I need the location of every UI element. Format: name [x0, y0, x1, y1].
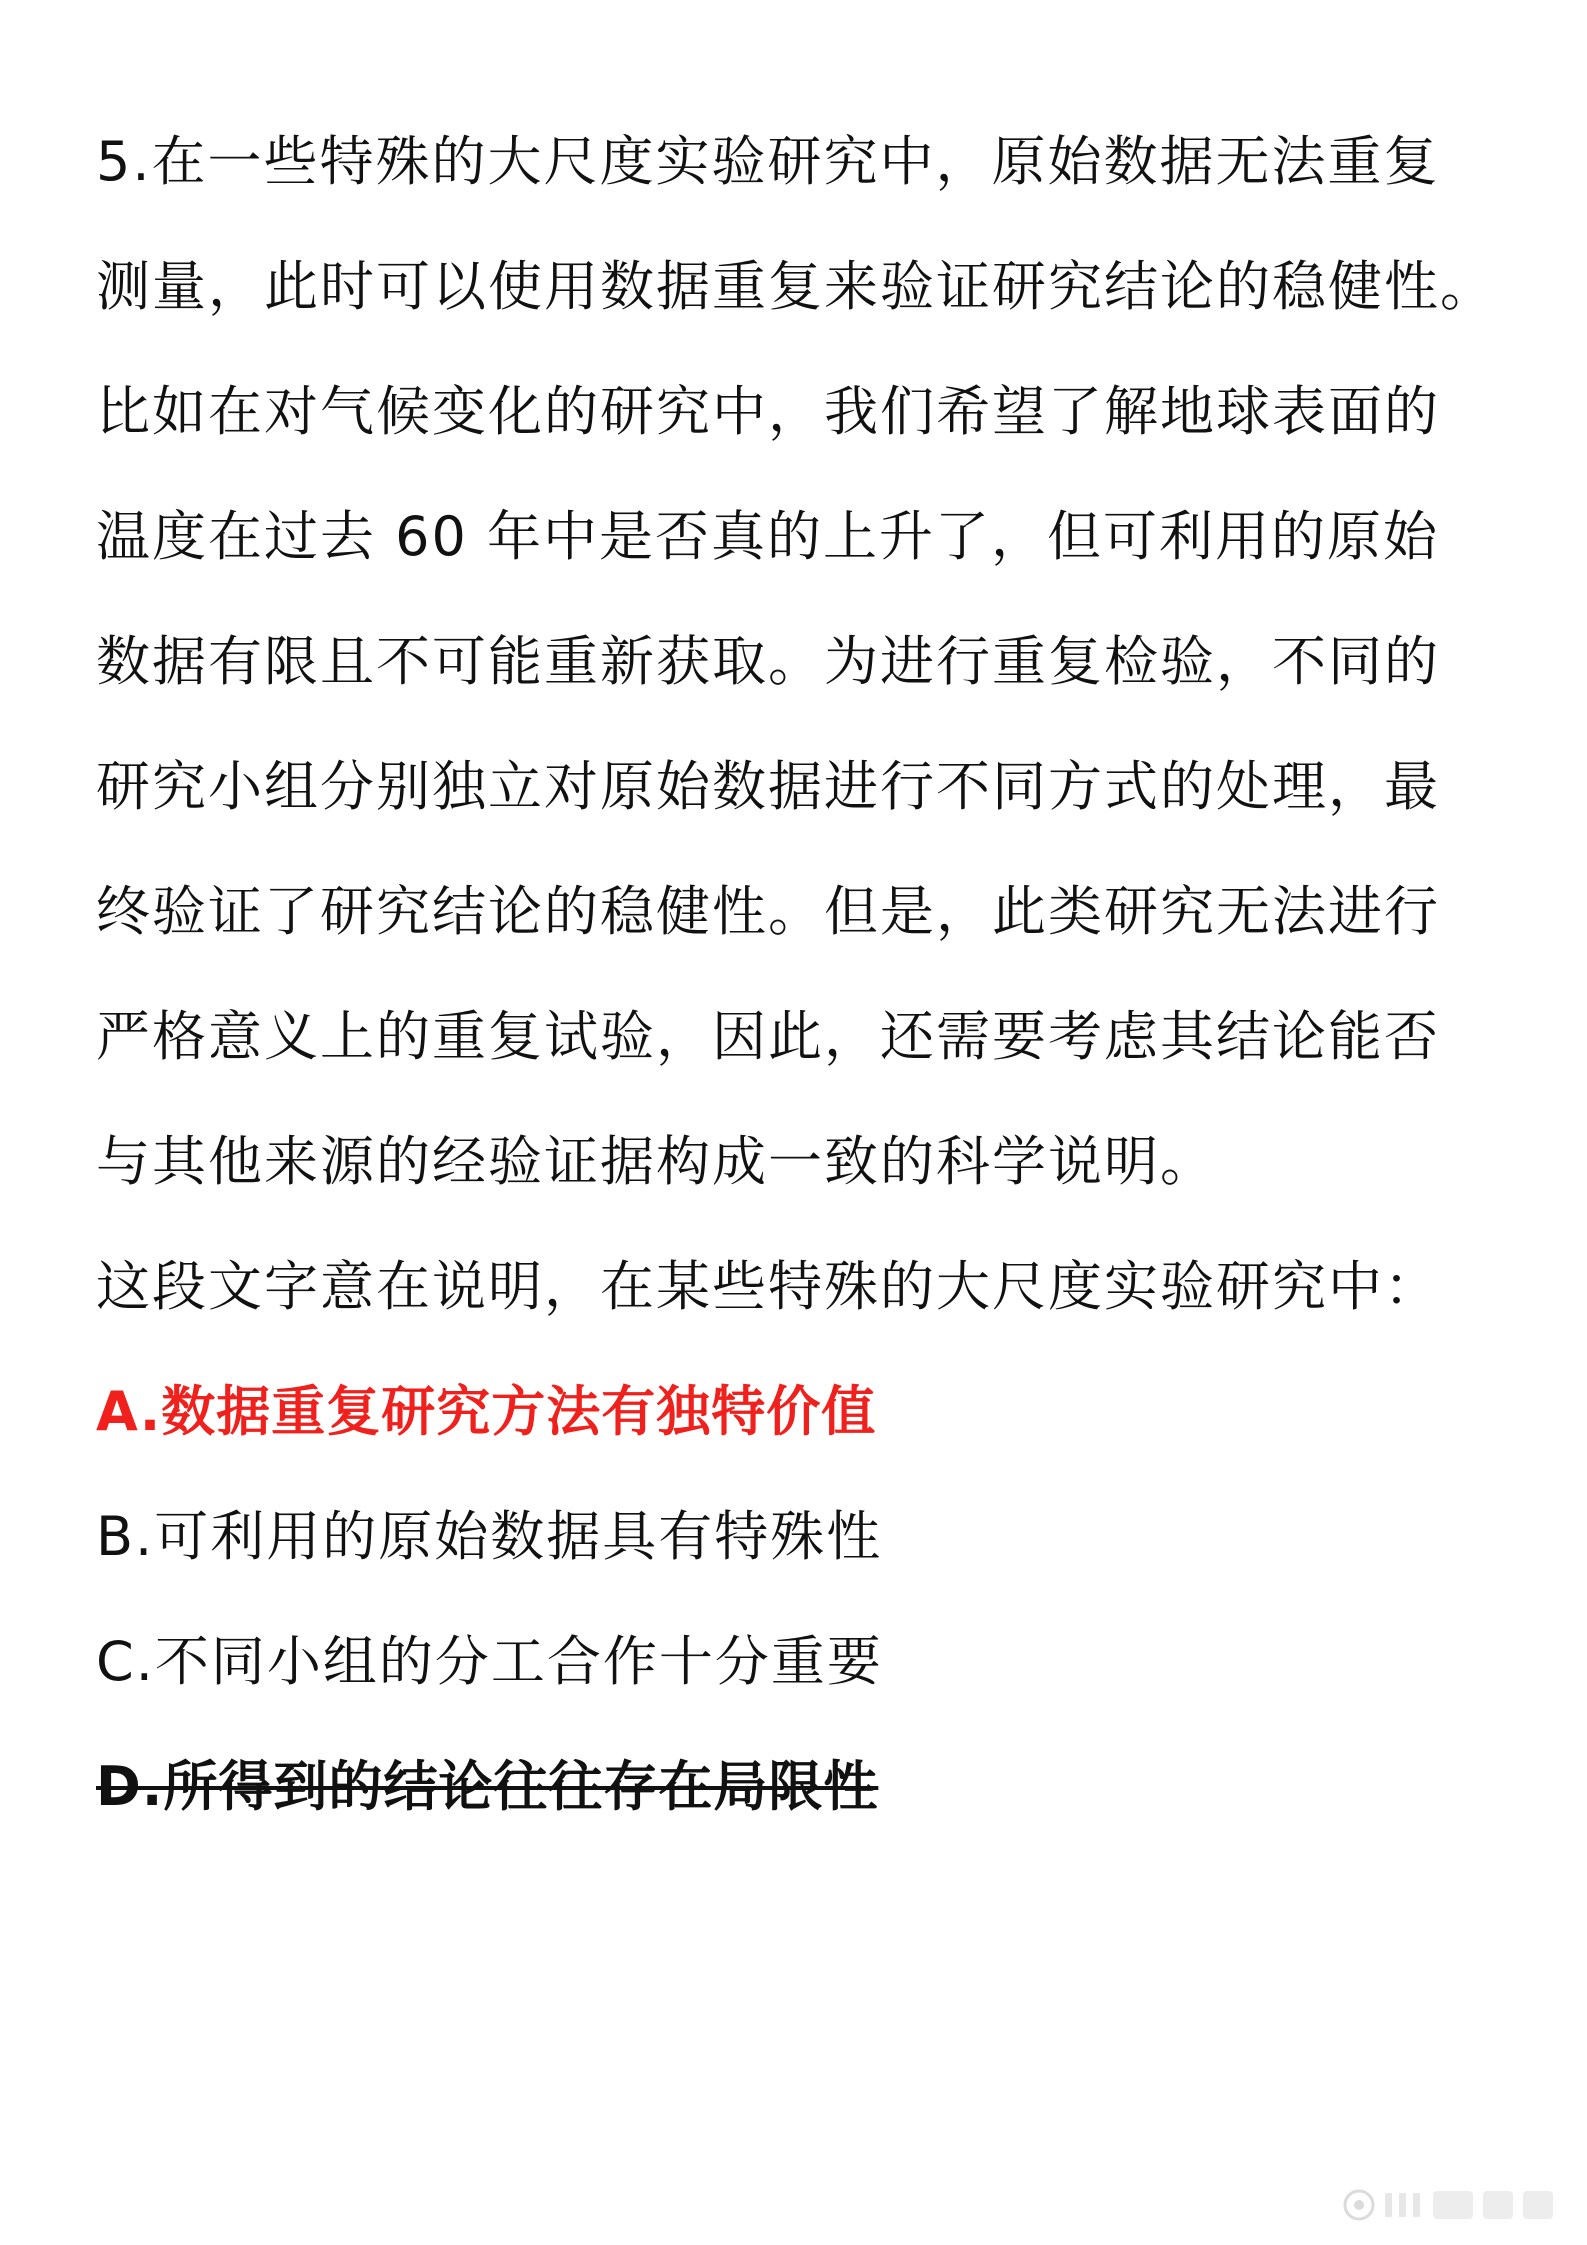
- question-line-3: 比如在对气候变化的研究中，我们希望了解地球表面的: [96, 380, 1440, 443]
- question-line-4: 温度在过去 60 年中是否真的上升了，但可利用的原始: [96, 505, 1440, 568]
- question-line-7: 终验证了研究结论的稳健性。但是，此类研究无法进行: [96, 880, 1440, 943]
- question-line-8: 严格意义上的重复试验，因此，还需要考虑其结论能否: [96, 1005, 1440, 1068]
- question-line-1: 5.在一些特殊的大尺度实验研究中，原始数据无法重复: [96, 130, 1440, 193]
- question-line-6: 研究小组分别独立对原始数据进行不同方式的处理，最: [96, 755, 1440, 818]
- option-a-answer: A.数据重复研究方法有独特价值: [96, 1380, 877, 1443]
- question-line-9: 与其他来源的经验证据构成一致的科学说明。: [96, 1130, 1216, 1193]
- option-d-struck: D.所得到的结论往往存在局限性: [96, 1755, 879, 1818]
- watermark-icon: [1341, 2183, 1561, 2227]
- question-line-2: 测量，此时可以使用数据重复来验证研究结论的稳健性。: [96, 255, 1496, 318]
- question-stem: 这段文字意在说明，在某些特殊的大尺度实验研究中：: [96, 1255, 1440, 1318]
- option-b: B.可利用的原始数据具有特殊性: [96, 1505, 883, 1568]
- question-line-5: 数据有限且不可能重新获取。为进行重复检验，不同的: [96, 630, 1440, 693]
- option-c: C.不同小组的分工合作十分重要: [96, 1630, 883, 1693]
